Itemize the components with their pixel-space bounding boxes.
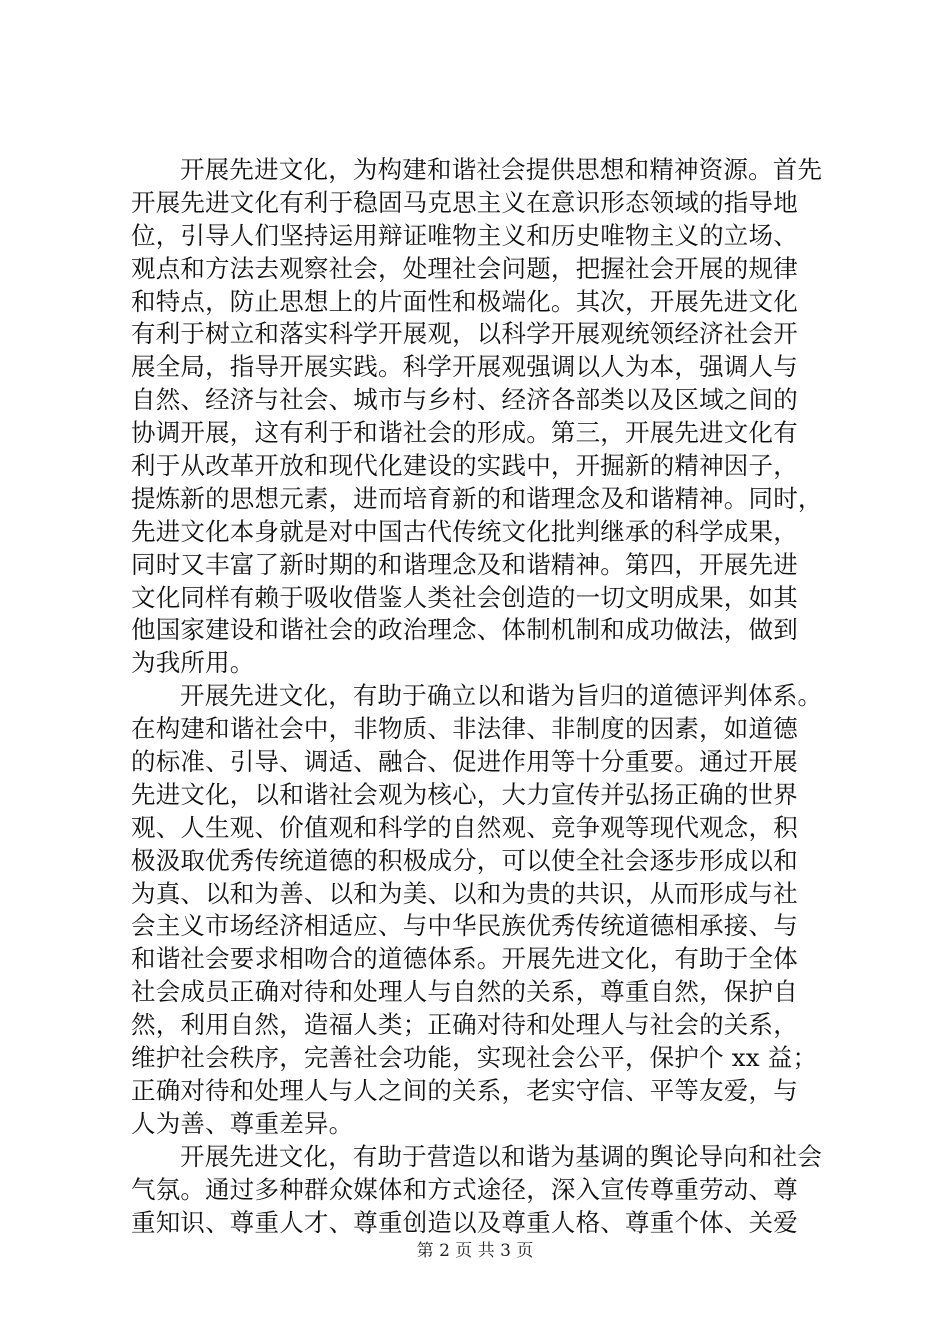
paragraph-2-line: 社会成员正确对待和处理人与自然的关系，尊重自然，保护自: [131, 977, 798, 1007]
paragraph-1-line: 和特点，防止思想上的片面性和极端化。其次，开展先进文化: [131, 286, 798, 316]
page-number-footer: 第 2 页 共 3 页: [416, 1241, 534, 1261]
paragraph-1-line: 先进文化本身就是对中国古代传统文化批判继承的科学成果，: [131, 516, 798, 546]
paragraph-2-line: 先进文化，以和谐社会观为核心，大力宣传并弘扬正确的世界: [131, 779, 798, 809]
paragraph-1-line: 为我所用。: [131, 648, 255, 678]
paragraph-1-line: 位，引导人们坚持运用辩证唯物主义和历史唯物主义的立场、: [131, 220, 798, 250]
paragraph-2-line: 为真、以和为善、以和为美、以和为贵的共识，从而形成与社: [131, 878, 798, 908]
paragraph-2-line: 和谐社会要求相吻合的道德体系。开展先进文化，有助于全体: [131, 944, 798, 974]
paragraph-3-line: 重知识、尊重人才、尊重创造以及尊重人格、尊重个体、关爱: [131, 1207, 798, 1237]
paragraph-2-line: 在构建和谐社会中，非物质、非法律、非制度的因素，如道德: [131, 714, 798, 744]
paragraph-2-line: 会主义市场经济相适应、与中华民族优秀传统道德相承接、与: [131, 911, 798, 941]
paragraph-1-line: 展全局，指导开展实践。科学开展观强调以人为本，强调人与: [131, 352, 798, 382]
paragraph-2-line: 人为善、尊重差异。: [131, 1108, 354, 1138]
paragraph-2-line: 正确对待和处理人与人之间的关系，老实守信、平等友爱，与: [131, 1075, 798, 1105]
paragraph-1-line: 他国家建设和谐社会的政治理念、体制机制和成功做法，做到: [131, 615, 798, 645]
paragraph-1-line: 同时又丰富了新时期的和谐理念及和谐精神。第四，开展先进: [131, 549, 798, 579]
paragraph-1-line: 开展先进文化，为构建和谐社会提供思想和精神资源。首先: [180, 155, 823, 184]
paragraph-2-line: 观、人生观、价值观和科学的自然观、竞争观等现代观念，积: [131, 812, 798, 842]
paragraph-3-line: 开展先进文化，有助于营造以和谐为基调的舆论导向和社会: [180, 1141, 823, 1171]
paragraph-1-line: 协调开展，这有利于和谐社会的形成。第三，开展先进文化有: [131, 418, 798, 448]
paragraph-1-line: 有利于树立和落实科学开展观，以科学开展观统领经济社会开: [131, 319, 798, 349]
body-text: [131, 154, 831, 1239]
paragraph-2-line: 开展先进文化，有助于确立以和谐为旨归的道德评判体系。: [180, 681, 823, 711]
paragraph-1-line: 提炼新的思想元素，进而培育新的和谐理念及和谐精神。同时，: [131, 483, 823, 513]
paragraph-2-line: 极汲取优秀传统道德的积极成分，可以使全社会逐步形成以和: [131, 845, 798, 875]
paragraph-1-line: 自然、经济与社会、城市与乡村、经济各部类以及区域之间的: [131, 385, 798, 415]
paragraph-3-line: 气氛。通过多种群众媒体和方式途径，深入宣传尊重劳动、尊: [131, 1174, 798, 1204]
paragraph-2-line: 的标准、引导、调适、融合、促进作用等十分重要。通过开展: [131, 747, 798, 777]
paragraph-2-line: 然，利用自然，造福人类；正确对待和处理人与社会的关系，: [131, 1010, 798, 1040]
paragraph-1-line: 观点和方法去观察社会，处理社会问题，把握社会开展的规律: [131, 253, 798, 283]
paragraph-2-line: 维护社会秩序，完善社会功能，实现社会公平，保护个 xx 益；: [131, 1043, 818, 1073]
paragraph-1-line: 利于从改革开放和现代化建设的实践中，开掘新的精神因子，: [131, 451, 798, 481]
paragraph-1-line: 开展先进文化有利于稳固马克思主义在意识形态领域的指导地: [131, 187, 798, 217]
paragraph-1-line: 文化同样有赖于吸收借鉴人类社会创造的一切文明成果，如其: [131, 582, 798, 612]
